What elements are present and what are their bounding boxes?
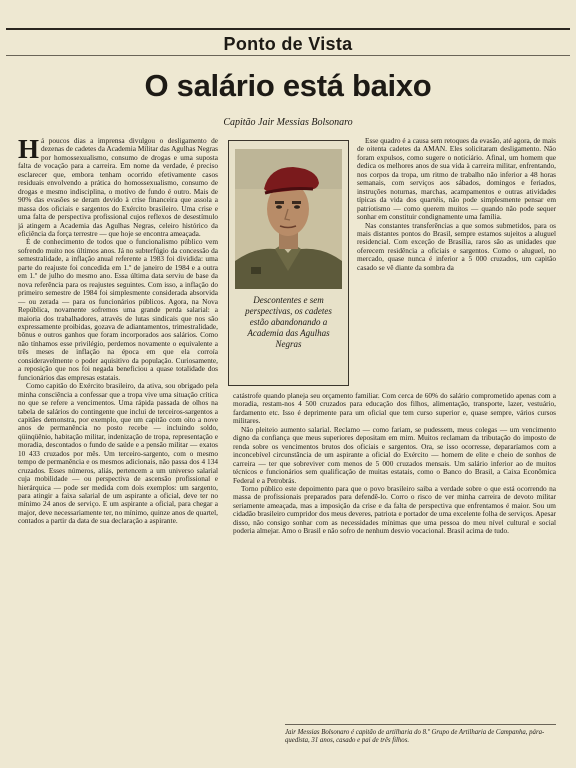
article-column-left: [18, 137, 218, 755]
author-bio: Jair Messias Bolsonaro é capitão de artilharia do 8.º Grupo de Artilharia de Campanha, pára-quedista, 31 anos, casado e pai de três filhos.: [285, 729, 545, 744]
top-rule: [6, 28, 570, 30]
article-headline: O salário está baixo: [144, 68, 432, 103]
author-photo: [235, 149, 342, 289]
paragraph: Torno público este depoimento para que o povo brasileiro saiba a verdade sobre o que está ocorrendo na massa de profissionais preparados para defendê-lo. Corro o risco de ver minha carreira de devoto militar seriamente ameaçada, mas a imposição da crise e da falta de perspectiva que enfrentamos é maior. Sou um cidadão brasileiro cumpridor dos meus deveres, patriota e portador de uma excelente folha de serviços. Apesar disso, não consigo sonhar com as necessidades mínimas que uma pessoa do meu nível cultural e social poderia almejar. Amo o Brasil e não sofro de nenhum desvio vocacional. Brasil acima de tudo.: [233, 483, 556, 536]
paragraph: Esse quadro é a causa sem retoques da evasão, até agora, de mais de oitenta cadetes da AMAN. Eles solicitaram desligamento. Não foram expulsos, como sugere o noticiário. Afinal, um homem que dedica os melhores anos de sua vida à carreira militar, enfrentando, nos corpos da tropa, um ritmo de trabalho não inferior a 48 horas semanais, com serviços aos sábados, domingos e feriados, instruções noturnas, marchas, acampamentos e outras atividades típicas da vida dos quartéis, não pode simplesmente pensar em patriotismo — como querem muitos — quando não pode sequer sonhar em constituir condignamente uma família.: [357, 137, 556, 222]
section-rule: [6, 55, 570, 56]
article-column-right-bottom: [233, 392, 556, 720]
paragraph: Nas constantes transferências a que somos submetidos, para os mais distantes pontos do Brasil, sempre estamos sujeitos a aluguel residencial. Com exceção de Brasília, raros são as unidades que oferecem residência a oficiais e sargentos. Como o aluguel, no mercado, quase nunca é inferior a 5 000 cruzados, um capitão casado se vê diante da sombra da: [357, 220, 556, 272]
paragraph: É de conhecimento de todos que o funcionalismo público vem sofrendo muito nos últimos anos. Já no subterfúgio da concessão da semestralidade, a inflação anual referente a 1983 foi dividida: uma parte do reajuste foi concedida em 1.º de janeiro de 1984 e a outra em 1.º de julho do mesmo ano. Essa última data serviu de base da nova referência para os reajustes seguintes. Com isso, a inflação do primeiro semestre de 1984 foi simplesmente considerada absorvida — ou zerada — para os funcionários públicos. Agora, na Nova República, novamente sofremos uma grande perda salarial: a maioria dos trabalhadores, através de lutas sindicais que nos são expressamente proibidas, gozava de adiantamentos, trimestralidade, bônus e outros ganhos que foram incorporados aos salários. Como não tínhamos esse privilégio, perdemos novamente o equivalente a três meses de inflação na época em que ela corroía consideravelmente o poder aquisitivo da população. Curiosamente, a reposição que nos foi negada beneficiou a quase totalidade dos funcionários das empresas estatais.: [18, 237, 218, 382]
paragraph: Como capitão do Exército brasileiro, da ativa, sou obrigado pela minha consciência a confessar que a tropa vive uma situação crítica no que se refere a vencimentos. Uma rápida passada de olhos na tabela de salários do contingente que inclui de terceiros-sargentos a capitães demonstra, por exemplo, que um capitão com oito a nove anos de permanência no posto recebe — incluindo soldo, qüinqüênio, habitação militar, indenização de tropa, representação e moradia, descontados o fundo de saúde e a pensão militar — exatos 10 433 cruzados por mês. Um terceiro-sargento, com o mesmo tempo de permanência e os mesmos adicionais, não passa dos 4 134 cruzados. Esses números, aliás, pertencem a um universo salarial cuja mobilidade — ou perspectiva de ascensão profissional e hierárquica — pode ser medida com dois exemplos: um sargento, para atingir a faixa salarial de um aspirante a oficial, deve ter no mínimo 24 anos de serviço. E um aspirante a oficial, para chegar a major, deve necessariamente ter, no mínimo, quinze anos de quartel, contados a partir da data de sua declaração a aspirante.: [18, 381, 218, 526]
article-column-right-top: [357, 137, 556, 367]
section-title: Ponto de Vista: [223, 34, 353, 54]
photo-caption: Descontentes e sem perspectivas, os cadetes estão abandonando a Academia das Agulhas Negras: [245, 295, 332, 349]
paragraph: Não pleiteio aumento salarial. Reclamo — como fariam, se pudessem, meus colegas — um vencimento digno da confiança que meus superiores depositam em mim. Muitos reclamam da tributação do imposto de renda sobre os vencimentos brutos dos oficiais e sargentos. Ora, se isso ocorresse, depararíamos com a inconcebível circunstância de um aspirante a oficial do Exército — homem de elite e cheio de sonhos de carreira — ter que sobreviver com menos de 5 000 cruzados mensais. Um salário inferior ao de muitos técnicos e funcionários sem qualificação de muitas estatais, como o Banco do Brasil, a Caixa Econômica Federal e a Petrobrás.: [233, 424, 556, 485]
drop-cap: H: [18, 137, 40, 164]
bio-rule: [285, 724, 556, 725]
photo-box: [228, 140, 349, 386]
paragraph: Há poucos dias a imprensa divulgou o desligamento de dezenas de cadetes da Academia Militar das Agulhas Negras por homossexualismo, consumo de drogas e uma suposta falta de vocação para a carreira. Em nome da verdade, é preciso esclarecer que, embora tenham ocorrido efetivamente casos residuais envolvendo a prática do homossexualismo, consumo de drogas e mesmo indisciplina, o motivo de fundo é outro. Mais de 90% das evasões se deram devido à crise financeira que assola a massa dos oficiais e sargentos do Exército brasileiro. Uma crise e uma falta de perspectiva profissional cujos reflexos de desestímulo já atingem a Academia das Agulhas Negras, celeiro histórico da eficiência da força terrestre — que hoje se encontra ameaçada.: [18, 137, 218, 238]
portrait-image: [235, 149, 342, 289]
article-byline: Capitão Jair Messias Bolsonaro: [223, 117, 353, 128]
paragraph: catástrofe quando planeja seu orçamento familiar. Com cerca de 60% do salário comprometido apenas com a moradia, restam-nos 4 500 cruzados para educação dos filhos, alimentação, transporte, lazer, vestuário, fardamento etc. Isso é deprimente para um oficial que tem curso superior e, quase sempre, vários cursos militares.: [233, 392, 556, 426]
